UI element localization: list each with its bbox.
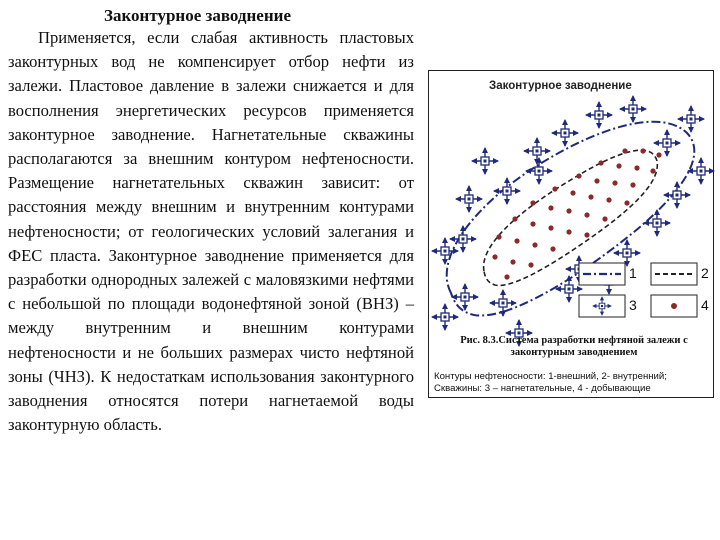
figure-panel	[428, 70, 714, 398]
page-title: Законтурное заводнение	[104, 6, 291, 25]
legend-label-3: 3	[629, 297, 637, 313]
body-paragraph: Применяется, если слабая активность пластовых законтурных вод не компенсирует отбор нефти из залежи. Пластовое давление в залежи снижается и для восполнения энергетических ресурсов применяется законтурное заводнение. Нагнетательные скважины располагаются за внешним контуром нефтеносности. Размещение нагнетательных скважин зависит: от расстояния между внешним и внутренним контурами нефтеносности; от геологических условий залегания и ФЕС пласта. Законтурное заводнение применяется для разработки однородных залежей с маловязкими нефтями с небольшой по площади водонефтяной зоной (ВНЗ) – между внутренним и внешним контурами нефтеносности и не больших размерах чисто нефтяной зоны (ЧНЗ). К недостаткам использования законтурного заводнения относятся потери нагнетаемой воды законтурную область.	[8, 28, 414, 435]
figure-note: Контуры нефтеносности: 1-внешний, 2- внутренний; Скважины: 3 – нагнетательные, 4 - добывающие	[434, 371, 667, 394]
figure-title: Законтурное заводнение	[489, 80, 632, 92]
figure-caption: Рис. 8.3.Система разработки нефтяной залежи с законтурным заводнением	[460, 335, 688, 358]
legend-label-1: 1	[629, 265, 637, 281]
legend-label-2: 2	[701, 265, 709, 281]
legend	[579, 263, 697, 317]
legend-label-4: 4	[701, 297, 709, 313]
body-text	[8, 26, 414, 437]
